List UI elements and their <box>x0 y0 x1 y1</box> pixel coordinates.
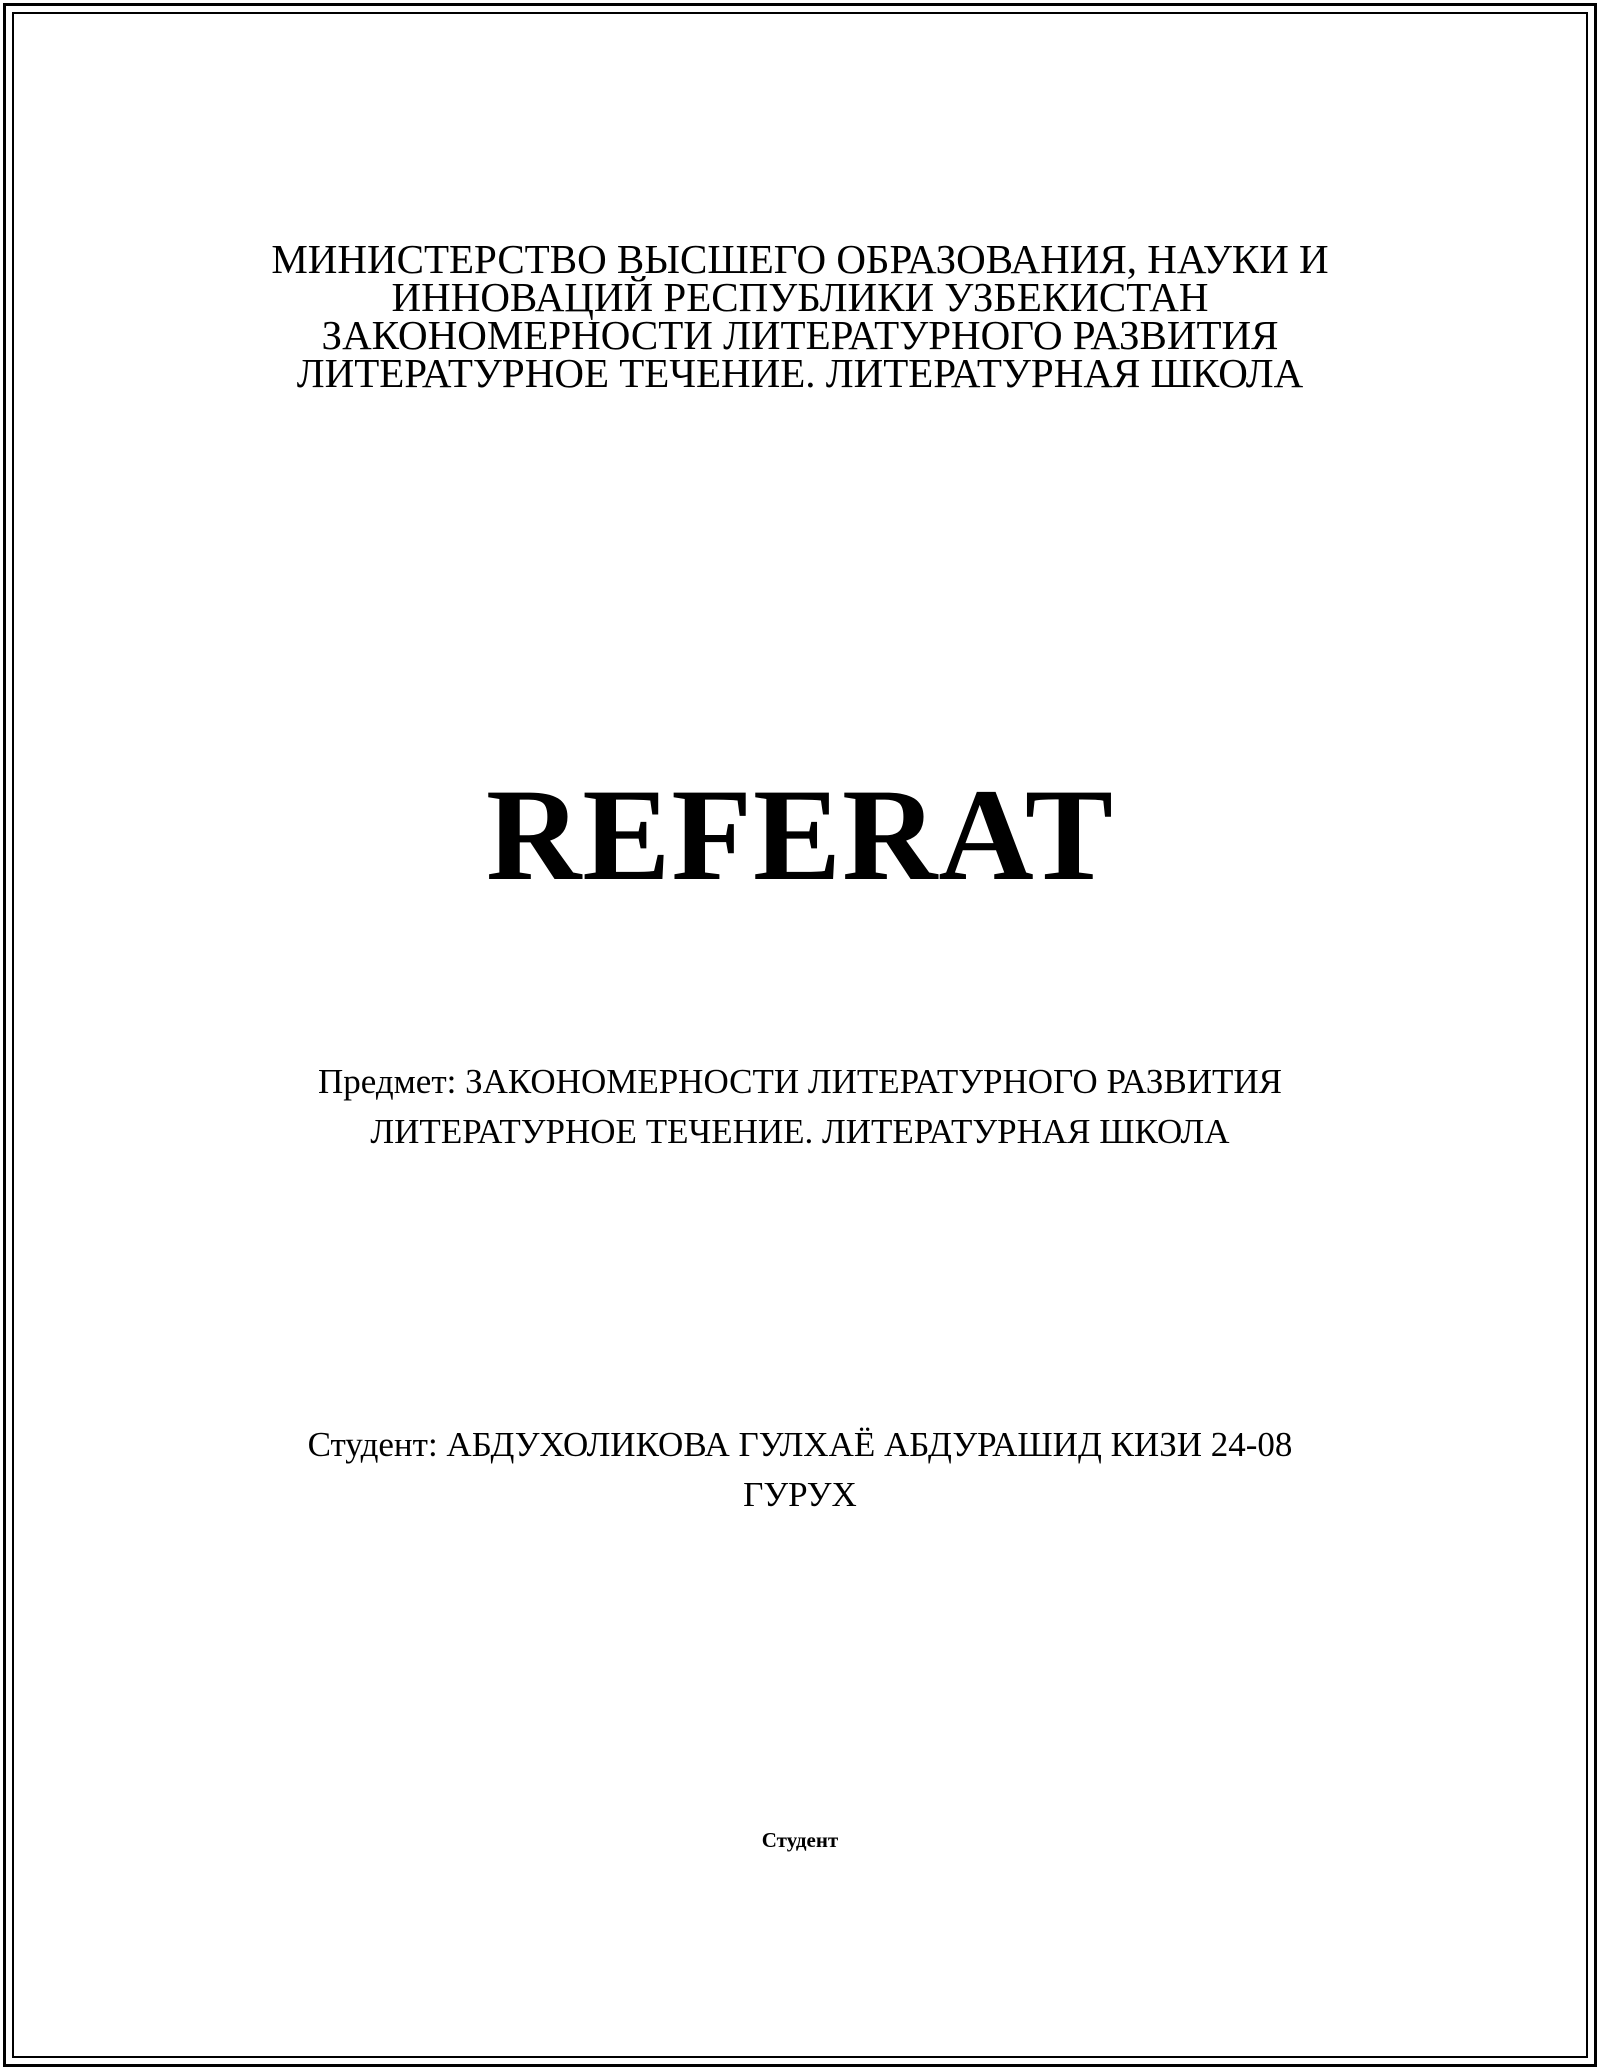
header-line: ИННОВАЦИЙ РЕСПУБЛИКИ УЗБЕКИСТАН <box>391 274 1209 320</box>
subject-line: ЛИТЕРАТУРНОЕ ТЕЧЕНИЕ. ЛИТЕРАТУРНАЯ ШКОЛА <box>370 1112 1230 1151</box>
header-line: ЛИТЕРАТУРНОЕ ТЕЧЕНИЕ. ЛИТЕРАТУРНАЯ ШКОЛА <box>296 350 1304 396</box>
footer-student-label: Студент <box>761 1828 839 1852</box>
student-block <box>0 1420 1600 1520</box>
student-line: Студент: АБДУХОЛИКОВА ГУЛХАЁ АБДУРАШИД КИЗИ 24-08 <box>307 1425 1293 1464</box>
ministry-header <box>0 236 1600 396</box>
subject-line: Предмет: ЗАКОНОМЕРНОСТИ ЛИТЕРАТУРНОГО РАЗВИТИЯ <box>318 1062 1282 1101</box>
document-title: REFERAT <box>486 761 1114 908</box>
student-line: ГУРУХ <box>743 1475 857 1514</box>
header-line: МИНИСТЕРСТВО ВЫСШЕГО ОБРАЗОВАНИЯ, НАУКИ И <box>271 236 1329 282</box>
header-line: ЗАКОНОМЕРНОСТИ ЛИТЕРАТУРНОГО РАЗВИТИЯ <box>321 312 1279 358</box>
subject-block <box>0 1057 1600 1157</box>
